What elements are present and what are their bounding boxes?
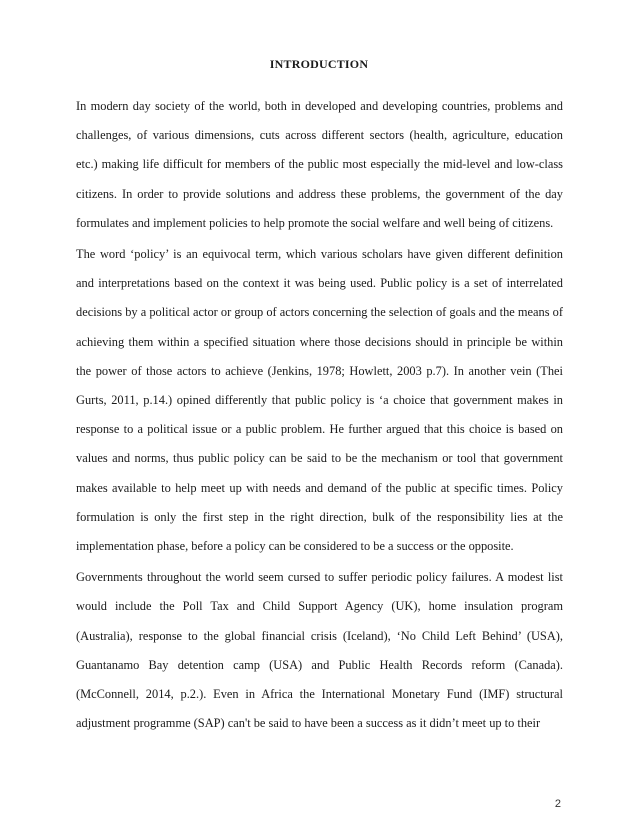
body-text bbox=[76, 92, 563, 738]
paragraph-2: The word ‘policy’ is an equivocal term, which various scholars have given different definition and interpretations based on the context it was being used. Public policy is a set of interrelated decisions by a political actor or group of actors concerning the selection of goals and the means of achieving them within a specified situation where those decisions should in principle be within the power of those actors to achieve (Jenkins, 1978; Howlett, 2003 p.7). In another vein (Thei Gurts, 2011, p.14.) opined differently that public policy is ‘a choice that government makes in response to a political issue or a public problem. He further argued that this choice is based on values and norms, thus public policy can be said to be the mechanism or tool that government makes available to help meet up with needs and demand of the public at specific times. Policy formulation is only the first step in the right direction, bulk of the responsibility lies at the implementation phase, before a policy can be considered to be a success or the opposite. bbox=[76, 247, 563, 554]
paragraph-3: Governments throughout the world seem cursed to suffer periodic policy failures. A modest list would include the Poll Tax and Child Support Agency (UK), home insulation program (Australia), response to the global financial crisis (Iceland), ‘No Child Left Behind’ (USA), Guantanamo Bay detention camp (USA) and Public Health Records reform (Canada). (McConnell, 2014, p.2.). Even in Africa the International Monetary Fund (IMF) structural adjustment programme (SAP) can't be said to have been a success as it didn’t meet up to their bbox=[76, 570, 563, 731]
paragraph-1: In modern day society of the world, both in developed and developing countries, problems and challenges, of various dimensions, cuts across different sectors (health, agriculture, education etc.) making life difficult for members of the public most especially the mid-level and low-class citizens. In order to provide solutions and address these problems, the government of the day formulates and implement policies to help promote the social welfare and well being of citizens. bbox=[76, 99, 563, 230]
page-number: 2 bbox=[554, 798, 561, 810]
section-title: INTRODUCTION bbox=[269, 57, 369, 71]
